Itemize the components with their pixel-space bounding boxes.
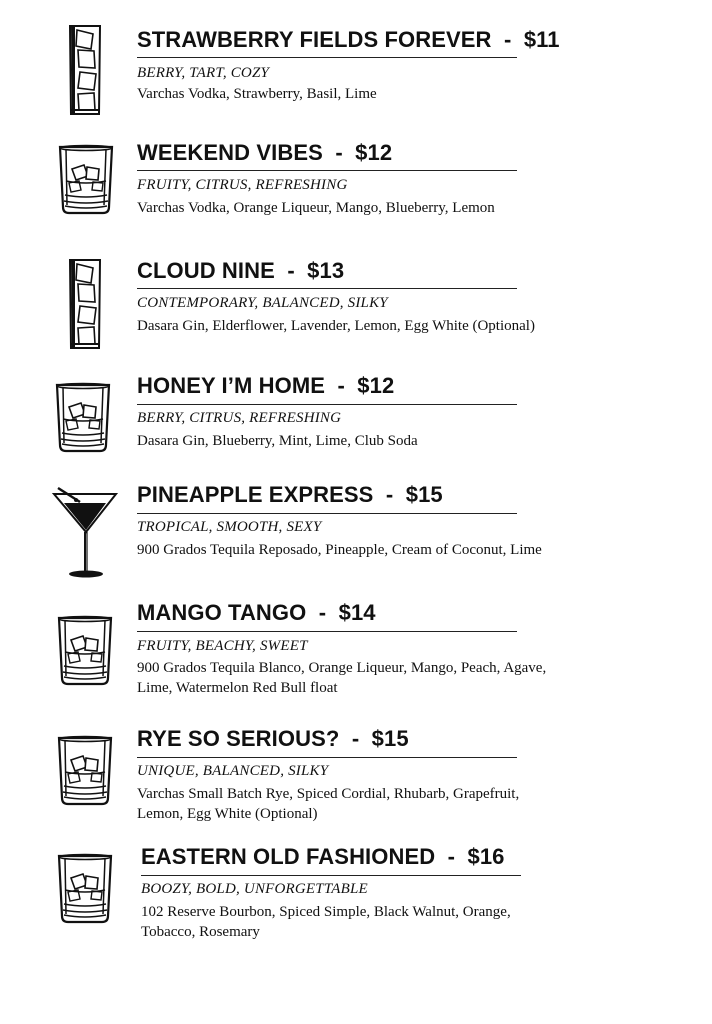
drink-name-row xyxy=(137,373,394,399)
flavor-tags: BOOZY, BOLD, UNFORGETTABLE xyxy=(141,881,368,897)
ingredients-line: Lime, Watermelon Red Bull float xyxy=(137,680,338,696)
drink-name: RYE SO SERIOUS? xyxy=(137,726,340,751)
name-price-separator: - xyxy=(373,482,406,507)
martini-glass-icon xyxy=(50,486,120,578)
rocks-glass-icon xyxy=(56,852,114,924)
drink-price: $15 xyxy=(405,482,443,507)
flavor-tags: FRUITY, BEACHY, SWEET xyxy=(137,638,308,654)
drink-name: HONEY I’M HOME xyxy=(137,373,326,398)
rocks-glass-icon xyxy=(56,614,114,686)
drink-name: PINEAPPLE EXPRESS xyxy=(137,482,374,507)
collins-glass-icon xyxy=(66,258,104,350)
flavor-tags: BERRY, TART, COZY xyxy=(137,65,270,81)
drink-price: $16 xyxy=(467,844,505,869)
drink-name-row xyxy=(141,844,505,870)
ingredients-line: Tobacco, Rosemary xyxy=(141,924,260,940)
collins-glass-icon xyxy=(66,24,104,116)
heading-underline xyxy=(137,288,517,289)
heading-underline xyxy=(141,875,521,876)
drink-price: $15 xyxy=(371,726,409,751)
ingredients-line: Varchas Vodka, Strawberry, Basil, Lime xyxy=(137,86,377,102)
rocks-glass-icon xyxy=(56,734,114,806)
drink-price: $12 xyxy=(355,140,393,165)
name-price-separator: - xyxy=(339,726,372,751)
name-price-separator: - xyxy=(306,600,339,625)
heading-underline xyxy=(137,170,517,171)
drink-price: $12 xyxy=(357,373,395,398)
drink-name-row xyxy=(137,140,392,166)
flavor-tags: CONTEMPORARY, BALANCED, SILKY xyxy=(137,295,388,311)
drink-price: $11 xyxy=(523,27,560,52)
ingredients-line: Varchas Small Batch Rye, Spiced Cordial, Rhubarb, Grapefruit, xyxy=(137,786,520,802)
name-price-separator: - xyxy=(322,140,356,165)
ingredients-line: Dasara Gin, Elderflower, Lavender, Lemon, Egg White (Optional) xyxy=(137,318,535,334)
ingredients-line: 900 Grados Tequila Blanco, Orange Liqueur, Mango, Peach, Agave, xyxy=(137,660,547,676)
heading-underline xyxy=(137,513,517,514)
flavor-tags: BERRY, CITRUS, REFRESHING xyxy=(137,410,342,426)
name-price-separator: - xyxy=(491,27,524,52)
drink-name-row xyxy=(137,600,376,626)
drink-name: WEEKEND VIBES xyxy=(137,140,323,165)
name-price-separator: - xyxy=(325,373,358,398)
rocks-glass-icon xyxy=(54,381,112,453)
drink-name-row xyxy=(137,726,409,752)
ingredients-line: Lemon, Egg White (Optional) xyxy=(137,806,318,822)
drink-price: $13 xyxy=(307,258,345,283)
flavor-tags: UNIQUE, BALANCED, SILKY xyxy=(137,763,329,779)
heading-underline xyxy=(137,757,517,758)
rocks-glass-icon xyxy=(57,143,115,215)
heading-underline xyxy=(137,631,517,632)
drink-name: EASTERN OLD FASHIONED xyxy=(141,844,436,869)
ingredients-line: Varchas Vodka, Orange Liqueur, Mango, Blueberry, Lemon xyxy=(137,200,495,216)
name-price-separator: - xyxy=(435,844,468,869)
heading-underline xyxy=(137,57,517,58)
ingredients-line: Dasara Gin, Blueberry, Mint, Lime, Club Soda xyxy=(137,433,418,449)
drink-price: $14 xyxy=(338,600,376,625)
drink-name: STRAWBERRY FIELDS FOREVER xyxy=(137,27,492,52)
drink-name-row xyxy=(137,482,443,508)
drink-name: CLOUD NINE xyxy=(137,258,275,283)
ingredients-line: 900 Grados Tequila Reposado, Pineapple, Cream of Coconut, Lime xyxy=(137,542,542,558)
heading-underline xyxy=(137,404,517,405)
ingredients-line: 102 Reserve Bourbon, Spiced Simple, Black Walnut, Orange, xyxy=(141,904,511,920)
name-price-separator: - xyxy=(274,258,308,283)
drink-name-row xyxy=(137,258,344,284)
flavor-tags: FRUITY, CITRUS, REFRESHING xyxy=(137,177,348,193)
flavor-tags: TROPICAL, SMOOTH, SEXY xyxy=(137,519,322,535)
drink-name: MANGO TANGO xyxy=(137,600,307,625)
drink-name-row xyxy=(137,27,560,53)
